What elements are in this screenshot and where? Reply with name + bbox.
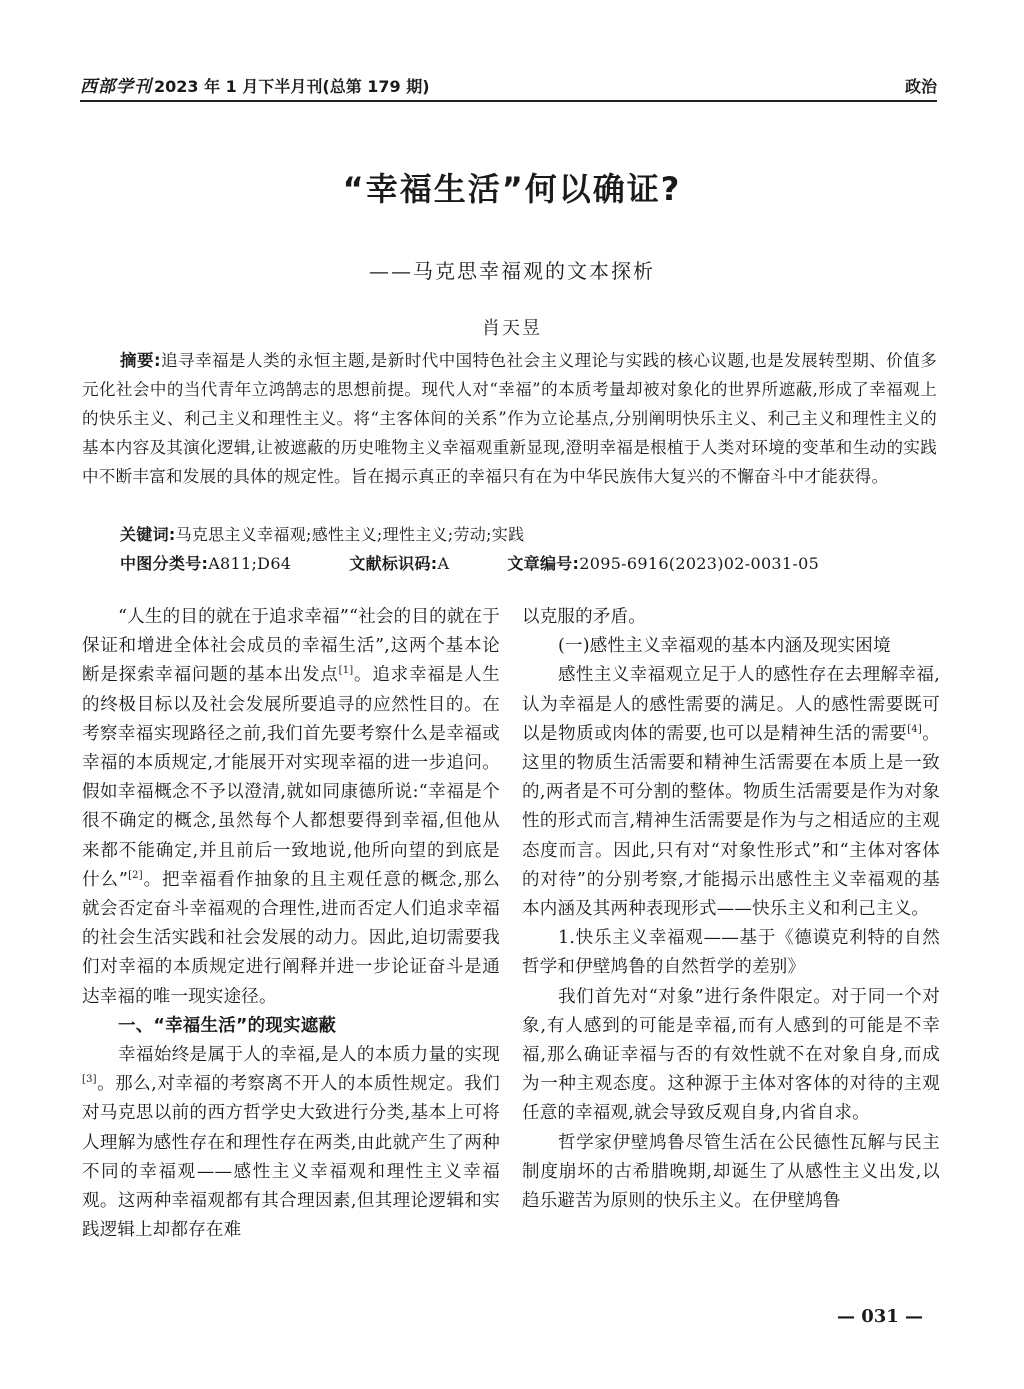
- section-label: 政治: [904, 77, 937, 96]
- abstract: [82, 346, 937, 491]
- doc-code-label: 文献标识码:: [349, 554, 438, 573]
- issue-info: 2023 年 1 月下半月刊(总第 179 期): [154, 77, 430, 96]
- text-run: 。追求幸福是人生的终极目标以及社会发展所要追寻的应然性目的。在考察幸福实现路径之前,我们首先要考察什么是幸福或幸福的本质规定,才能展开对实现幸福的进一步追问。假如幸福概念不予以澄清,就如同康德所说:“幸福是个很不确定的概念,虽然每个人都想要得到幸福,但他从来都不能确定,并且前后一致地说,他所向望的到底是什么”: [82, 665, 500, 890]
- keywords-text: 马克思主义幸福观;感性主义;理性主义;劳动;实践: [175, 525, 525, 544]
- body-paragraph: [82, 603, 500, 1012]
- text-run: 。这里的物质生活需要和精神生活需要在本质上是一致的,两者是不可分割的整体。物质生活需要是作为对象性的形式而言,精神生活需要是作为与之相适应的主观态度而言。因此,只有对“对象性形式”和“主体对客体的对待”的分别考察,才能揭示出感性主义幸福观的基本内涵及其两种表现形式——快乐主义和利己主义。: [522, 723, 941, 920]
- right-column: [522, 603, 940, 1216]
- text-run: “人生的目的就在于追求幸福”“社会的目的就在于保证和增进全体社会成员的幸福生活”,这两个基本论断是探索幸福问题的基本出发点: [82, 607, 500, 686]
- clc-value: A811;D64: [208, 554, 292, 573]
- body-paragraph: [82, 1041, 500, 1245]
- citation: [2]: [128, 870, 143, 881]
- doc-code-group: [349, 551, 449, 574]
- author-name: 肖天昱: [482, 318, 542, 339]
- body-paragraph: 以克服的矛盾。: [522, 607, 646, 627]
- abstract-text: 追寻幸福是人类的永恒主题,是新时代中国特色社会主义理论与实践的核心议题,也是发展转型期、价值多元化社会中的当代青年立鸿鹄志的思想前提。现代人对“幸福”的本质考量却被对象化的世界所遮蔽,形成了幸福观上的快乐主义、利己主义和理性主义。将“主客体间的关系”作为立论基点,分别阐明快乐主义、利己主义和理性主义的基本内容及其演化逻辑,让被遮蔽的历史唯物主义幸福观重新显现,澄明幸福是根植于人类对环境的变革和生动的实践中不断丰富和发展的具体的规定性。旨在揭示真正的幸福只有在为中华民族伟大复兴的不懈奋斗中才能获得。: [82, 351, 938, 486]
- clc-label: 中图分类号:: [120, 554, 209, 573]
- subsection-heading: (一)感性主义幸福观的基本内涵及现实困境: [558, 636, 891, 657]
- text-run: 。把幸福看作抽象的且主观任意的概念,那么就会否定奋斗幸福观的合理性,进而否定人们追求幸福的社会生活实践和社会发展的动力。因此,迫切需要我们对幸福的本质规定进行阐释并进一步论证奋斗是通达幸福的唯一现实途径。: [82, 869, 501, 1007]
- clc-group: [120, 551, 291, 574]
- keywords-label: 关键词:: [120, 525, 176, 544]
- citation: [1]: [338, 665, 354, 677]
- classification-line: [120, 551, 880, 574]
- abstract-label: 摘要:: [120, 351, 161, 370]
- running-header: [80, 72, 937, 102]
- sub-heading: 1.快乐主义幸福观——基于《德谟克利特的自然哲学和伊壁鸠鲁的自然哲学的差别》: [522, 928, 940, 978]
- body-paragraph: 哲学家伊壁鸠鲁尽管生活在公民德性瓦解与民主制度崩坏的古希腊晚期,却诞生了从感性主义出发,以趋乐避苦为原则的快乐主义。在伊壁鸠鲁: [522, 1132, 940, 1212]
- body-paragraph: 我们首先对“对象”进行条件限定。对于同一个对象,有人感到的可能是幸福,而有人感到的可能是不幸福,那么确证幸福与否的有效性就不在对象自身,而成为一种主观态度。这种源于主体对客体的对待的主观任意的幸福观,就会导致反观自身,内省自求。: [522, 986, 940, 1124]
- citation: [3]: [82, 1074, 97, 1086]
- page-number: — 031 —: [836, 1306, 924, 1327]
- article-number-value: 2095-6916(2023)02-0031-05: [579, 554, 820, 573]
- text-run: 幸福始终是属于人的幸福,是人的本质力量的实现: [118, 1045, 500, 1066]
- citation: [4]: [907, 723, 922, 735]
- article-subtitle: ——马克思幸福观的文本探析: [369, 259, 655, 283]
- left-column: [82, 603, 500, 1245]
- keywords: [120, 522, 524, 545]
- article-title: “幸福生活”何以确证?: [342, 170, 682, 208]
- header-left: [80, 72, 430, 100]
- doc-code-value: A: [437, 554, 450, 573]
- body-paragraph: [522, 661, 940, 924]
- article-number-group: [507, 551, 819, 574]
- journal-logo: 西部学刊: [80, 77, 152, 97]
- text-run: 感性主义幸福观立足于人的感性存在去理解幸福,认为幸福是人的感性需要的满足。人的感性需要既可以是物质或肉体的需要,也可以是精神生活的需要: [522, 665, 940, 744]
- text-run: 。那么,对幸福的考察离不开人的本质性规定。我们对马克思以前的西方哲学史大致进行分类,基本上可将人理解为感性存在和理性存在两类,由此就产生了两种不同的幸福观——感性主义幸福观和理性主义幸福观。这两种幸福观都有其合理因素,但其理论逻辑和实践逻辑上却都存在难: [82, 1074, 500, 1241]
- article-number-label: 文章编号:: [507, 554, 580, 573]
- section-heading: 一、“幸福生活”的现实遮蔽: [118, 1015, 337, 1036]
